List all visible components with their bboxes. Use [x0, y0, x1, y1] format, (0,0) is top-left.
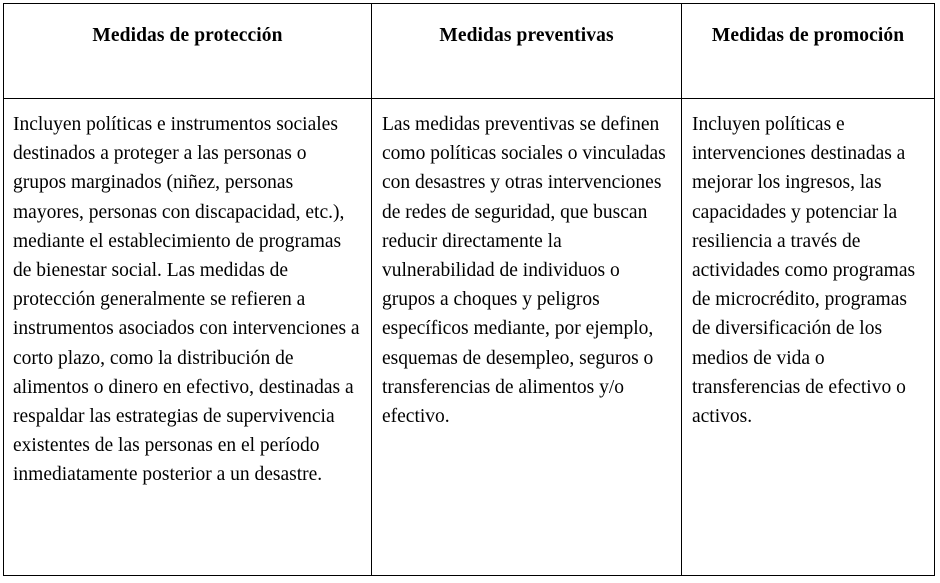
column-header-label-preventivas: Medidas preventivas	[439, 25, 614, 46]
body-cell-medidas-de-proteccion	[4, 99, 372, 576]
column-body-text-preventivas: Las medidas preventivas se definen como políticas sociales o vinculadas con desastres y otras intervenciones de redes de seguridad, que buscan reducir directamente la vulnerabilidad de individuos o grupos a choques y peligros específicos mediante, por ejemplo, esquemas de desempleo, seguros o transferencias de alimentos y/o efectivo.	[382, 114, 666, 428]
header-cell-medidas-preventivas	[372, 4, 682, 99]
header-cell-medidas-de-promocion	[682, 4, 935, 99]
body-cell-medidas-de-promocion	[682, 99, 935, 576]
header-cell-medidas-de-proteccion	[4, 4, 372, 99]
column-body-text-promocion: Incluyen políticas e intervenciones destinadas a mejorar los ingresos, las capacidades y potenciar la resiliencia a través de actividades como programas de microcrédito, programas de diversificación de los medios de vida o transferencias de efectivo o activos.	[692, 114, 916, 428]
measures-table-container	[3, 3, 934, 576]
measures-table	[3, 3, 935, 576]
column-header-label-proteccion: Medidas de protección	[92, 25, 283, 46]
body-cell-medidas-preventivas	[372, 99, 682, 576]
column-body-text-proteccion: Incluyen políticas e instrumentos sociales destinados a proteger a las personas o grupos marginados (niñez, personas mayores, personas con discapacidad, etc.), mediante el establecimiento de programas de bienestar social. Las medidas de protección generalmente se refieren a instrumentos asociados con intervenciones a corto plazo, como la distribución de alimentos o dinero en efectivo, destinadas a respaldar las estrategias de supervivencia existentes de las personas en el período inmediatamente posterior a un desastre.	[13, 114, 360, 486]
table-body-row	[4, 99, 935, 576]
table-header-row	[4, 4, 935, 99]
column-header-label-promocion: Medidas de promoción	[711, 25, 905, 46]
